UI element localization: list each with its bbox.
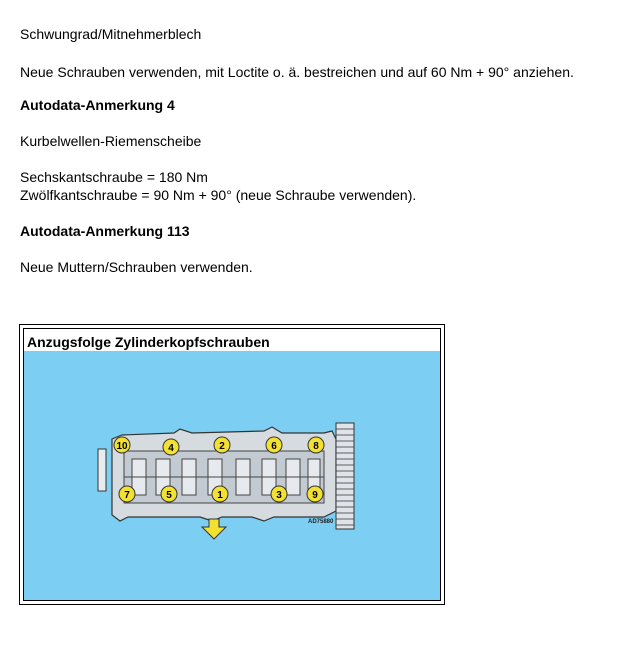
flywheel-heading: Schwungrad/Mitnehmerblech	[20, 26, 202, 42]
direction-arrow-icon	[202, 519, 226, 539]
note-113-title: Autodata-Anmerkung 113	[20, 223, 190, 239]
pulley-heading: Kurbelwellen-Riemenscheibe	[20, 133, 202, 149]
hex-bolt-torque: Sechskantschraube = 180 Nm	[20, 169, 208, 185]
flywheel-instruction: Neue Schrauben verwenden, mit Loctite o. ä. bestreichen und auf 60 Nm + 90° anziehen.	[20, 64, 574, 80]
cylinder-head-bolt-figure	[19, 324, 445, 605]
bolt-6	[266, 437, 282, 453]
bolt-5	[161, 486, 177, 502]
figure-code: AD75880	[308, 519, 334, 525]
note-4-title: Autodata-Anmerkung 4	[20, 97, 175, 113]
bolt-label: 4	[168, 443, 174, 454]
bolt-label: 3	[276, 490, 282, 501]
bolt-9	[307, 486, 323, 502]
bolt-1	[212, 486, 228, 502]
bolt-label: 8	[313, 441, 319, 452]
figure-background	[24, 351, 440, 600]
bolt-7	[119, 486, 135, 502]
cylinder-head-diagram	[24, 351, 440, 600]
camshaft-end-plug	[98, 449, 106, 491]
figure-frame	[23, 328, 441, 601]
figure-title: Anzugsfolge Zylinderkopfschrauben	[27, 334, 270, 350]
bolt-label: 6	[271, 441, 277, 452]
nuts-instruction: Neue Muttern/Schrauben verwenden.	[20, 259, 253, 275]
bolt-label: 5	[166, 490, 172, 501]
bolt-8	[308, 437, 324, 453]
bolt-4	[163, 439, 179, 455]
bolt-3	[271, 486, 287, 502]
bolt-label: 2	[219, 441, 225, 452]
bolt-label: 9	[312, 490, 318, 501]
bolt-label: 1	[217, 490, 223, 501]
twelve-point-bolt-torque: Zwölfkantschraube = 90 Nm + 90° (neue Schraube verwenden).	[20, 187, 417, 203]
bolt-10	[114, 437, 130, 453]
bolt-label: 7	[124, 490, 130, 501]
bolt-label: 10	[116, 441, 128, 452]
bolt-2	[214, 437, 230, 453]
